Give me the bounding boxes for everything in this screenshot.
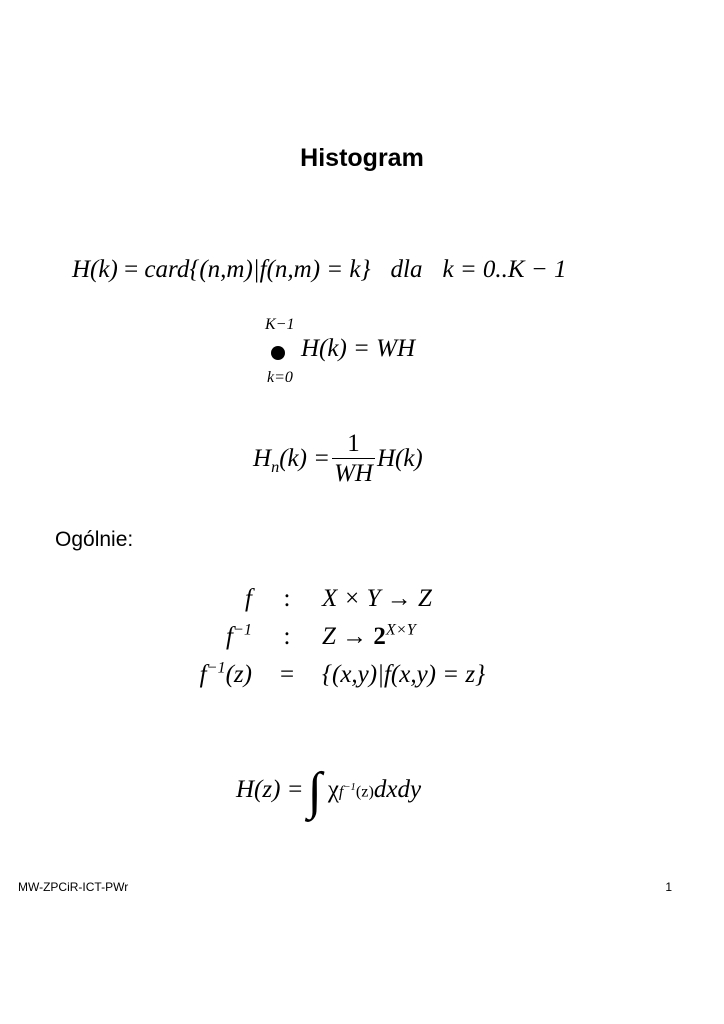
chi-sub-arg: (z) <box>355 782 374 801</box>
mapping-lhs: f <box>245 585 252 612</box>
mapping-rhs: X × Y → Z <box>322 585 432 612</box>
mapping-rhs-sup: X×Y <box>385 620 416 639</box>
mapping-operator: : <box>283 585 291 612</box>
chi-sub-sup: −1 <box>343 782 356 794</box>
fraction <box>332 430 375 489</box>
generally-label: Ogólnie: <box>55 528 134 551</box>
definition-lhs: H(k) <box>72 256 118 283</box>
histogram-integral-formula <box>236 760 421 820</box>
page-number: 1 <box>665 880 672 894</box>
integral-tail: dxdy <box>373 776 422 803</box>
mapping-row <box>180 618 485 656</box>
norm-lhs-base: H <box>253 445 272 472</box>
chi-sub-base: f <box>338 782 344 801</box>
definition-range: k = 0..K − 1 <box>442 256 567 283</box>
sum-symbol-icon <box>271 346 285 360</box>
mapping-lhs: f <box>199 661 207 688</box>
norm-lhs-sub: n <box>271 458 280 476</box>
mapping-lhs-sup: −1 <box>232 620 252 639</box>
fraction-denominator: WH <box>334 459 373 487</box>
integral-sign-icon: ∫ <box>307 763 322 820</box>
fraction-numerator: 1 <box>347 429 360 457</box>
norm-rhs: H(k) <box>376 445 423 472</box>
mapping-lhs: f <box>225 623 233 650</box>
integral-lhs: H(z) = <box>236 776 304 803</box>
sum-upper-limit: K−1 <box>265 316 295 333</box>
histogram-definition-formula: H(k) = card{(n,m)|f(n,m) = k} dla k = 0..K − 1 <box>72 256 567 283</box>
sum-expression: H(k) = WH <box>301 335 416 362</box>
normalized-histogram-formula <box>253 428 423 490</box>
sum-lower-limit: k=0 <box>267 369 293 386</box>
mapping-rhs: {(x,y)|f(x,y) = z} <box>322 661 486 688</box>
norm-lhs-arg: (k) = <box>279 445 331 472</box>
mapping-rhs: Z → <box>322 623 374 650</box>
mapping-operator: : <box>283 623 291 650</box>
footer-source: MW-ZPCiR-ICT-PWr <box>18 880 129 894</box>
mapping-row <box>180 656 485 694</box>
mapping-row <box>180 580 485 618</box>
mapping-rhs-bold: 2 <box>373 623 386 650</box>
chi-symbol: χ <box>327 776 339 803</box>
definition-dla: dla <box>390 256 423 283</box>
mapping-lhs-arg: (z) <box>225 661 252 688</box>
page-title: Histogram <box>300 144 424 172</box>
definition-rhs: card{(n,m)|f(n,m) = k} <box>144 256 371 283</box>
mapping-operator: = <box>279 661 295 688</box>
mapping-definitions <box>180 580 485 694</box>
mapping-lhs-sup: −1 <box>206 658 226 677</box>
